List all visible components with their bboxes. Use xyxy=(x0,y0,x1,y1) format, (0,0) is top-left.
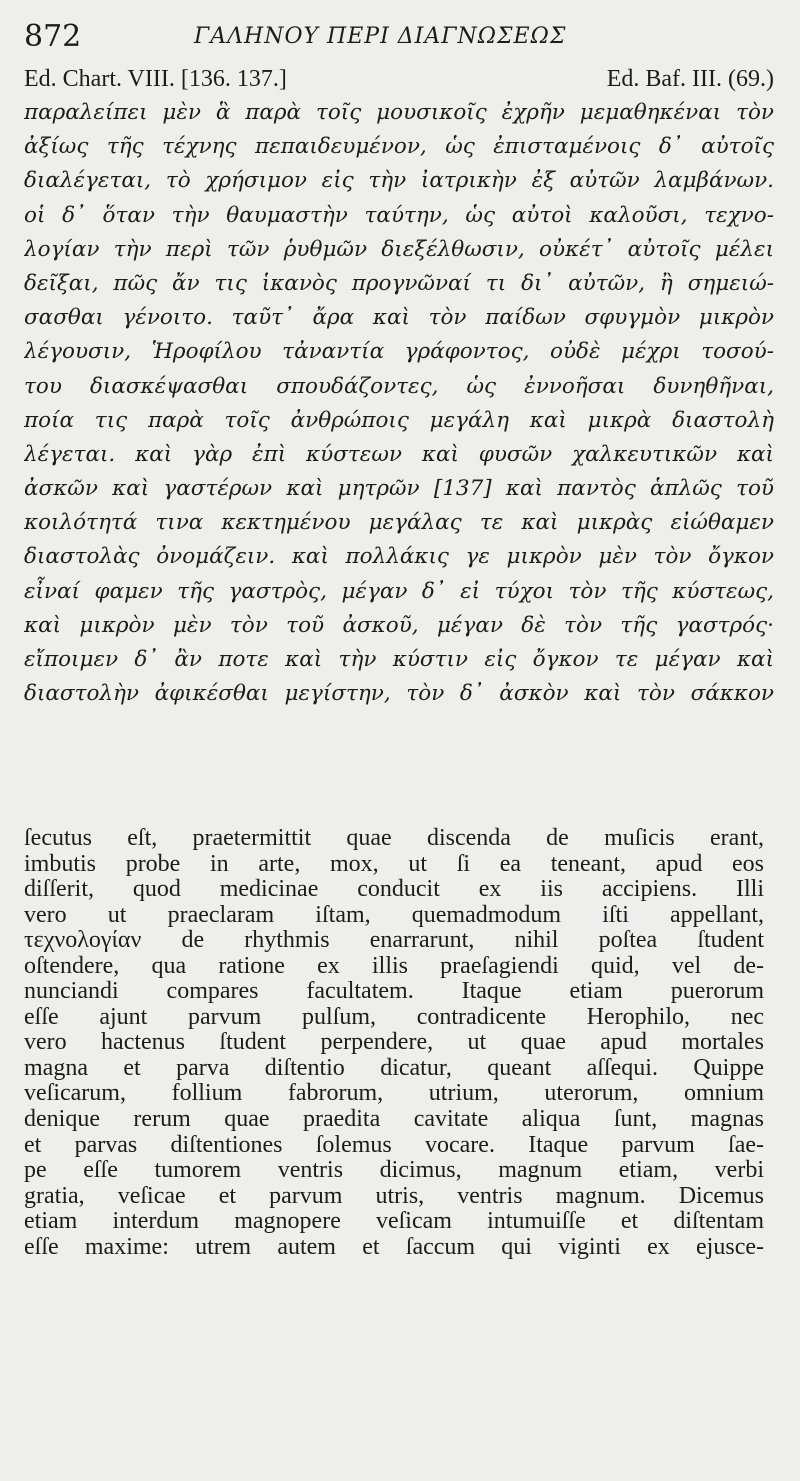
greek-line: του διασκέψασθαι σπουδάζοντες, ὡς ἐννοῆσαι δυνηθῆναι, xyxy=(24,373,774,399)
latin-line: vero hactenus ſtudent perpendere, ut quae apud mortales xyxy=(24,1030,764,1056)
latin-line: pe eſſe tumorem ventris dicimus, magnum etiam, verbi xyxy=(24,1158,764,1184)
greek-line: λέγουσιν, Ἡροφίλου τἀναντία γράφοντος, οὐδὲ μέχρι τοσού- xyxy=(24,339,774,365)
latin-line: oſtendere, qua ratione ex illis praeſagiendi quid, vel de- xyxy=(24,953,764,979)
latin-text-block xyxy=(24,826,764,1260)
greek-line: ποία τις παρὰ τοῖς ἀνθρώποις μεγάλη καὶ μικρὰ διαστολὴ xyxy=(24,407,774,433)
latin-line: diſſerit, quod medicinae conducit ex iis accipiens. Illi xyxy=(24,877,764,903)
greek-line: εἶναί φαμεν τῆς γαστρὸς, μέγαν δ᾽ εἰ τύχοι τὸν τῆς κύστεως, xyxy=(24,578,774,604)
latin-line: gratia, veſicae et parvum utris, ventris magnum. Dicemus xyxy=(24,1183,764,1209)
greek-line: καὶ μικρὸν μὲν τὸν τοῦ ἀσκοῦ, μέγαν δὲ τὸν τῆς γαστρός· xyxy=(24,612,774,638)
greek-line: οἱ δ᾽ ὅταν τὴν θαυμαστὴν ταύτην, ὡς αὐτοὶ καλοῦσι, τεχνο- xyxy=(24,202,774,228)
page-number: 872 xyxy=(24,19,82,54)
latin-line: eſſe maxime: utrem autem et ſaccum qui viginti ex ejusce- xyxy=(24,1234,764,1260)
latin-line: vero ut praeclaram iſtam, quemadmodum iſti appellant, xyxy=(24,902,764,928)
latin-line: eſſe ajunt parvum pulſum, contradicente Herophilo, nec xyxy=(24,1004,764,1030)
greek-line: παραλείπει μὲν ἃ παρὰ τοῖς μουσικοῖς ἐχρῆν μεμαθηκέναι τὸν xyxy=(24,100,774,125)
latin-line: τεχνολογίαν de rhythmis enarrarunt, nihil poſtea ſtudent xyxy=(24,928,764,954)
greek-line: ἀσκῶν καὶ γαστέρων καὶ μητρῶν [137] καὶ παντὸς ἁπλῶς τοῦ xyxy=(24,476,774,502)
edition-basel-reference: Ed. Baf. III. (69.) xyxy=(606,66,774,92)
greek-line: κοιλότητά τινα κεκτημένου μεγάλας τε καὶ μικρὰς εἰώθαμεν xyxy=(24,510,774,536)
page-header xyxy=(24,18,774,56)
latin-line: imbutis probe in arte, mox, ut ſi ea teneant, apud eos xyxy=(24,851,764,877)
greek-line: δεῖξαι, πῶς ἄν τις ἱκανὸς προγνῶναί τι δι᾽ αὐτῶν, ἢ σημειώ- xyxy=(24,270,774,296)
latin-line: et parvas diſtentiones ſolemus vocare. Itaque parvum ſae- xyxy=(24,1132,764,1158)
greek-line: διαστολὰς ὀνομάζειν. καὶ πολλάκις γε μικρὸν μὲν τὸν ὄγκον xyxy=(24,544,774,570)
greek-line: εἴποιμεν δ᾽ ἂν ποτε καὶ τὴν κύστιν εἰς ὄγκον τε μέγαν καὶ xyxy=(24,647,774,672)
greek-line: διαλέγεται, τὸ χρήσιμον εἰς τὴν ἰατρικὴν ἐξ αὐτῶν λαμβάνων. xyxy=(24,168,774,194)
greek-line: λέγεται. καὶ γὰρ ἐπὶ κύστεων καὶ φυσῶν χαλκευτικῶν καὶ xyxy=(24,441,774,467)
running-title: ΓΑΛΗΝΟΥ ΠΕΡΙ ΔΙΑΓΝΩΣΕΩΣ xyxy=(194,24,567,49)
latin-line: nunciandi compares facultatem. Itaque etiam puerorum xyxy=(24,979,764,1005)
greek-line: λογίαν τὴν περὶ τῶν ῥυθμῶν διεξέλθωσιν, οὐκέτ᾽ αὐτοῖς μέλει xyxy=(24,236,774,262)
latin-line: veſicarum, follium fabrorum, utrium, uterorum, omnium xyxy=(24,1081,764,1107)
latin-line: denique rerum quae praedita cavitate aliqua ſunt, magnas xyxy=(24,1107,764,1133)
latin-line: ſecutus eſt, praetermittit quae discenda de muſicis erant, xyxy=(24,826,764,851)
latin-line: magna et parva diſtentio dicatur, queant aſſequi. Quippe xyxy=(24,1055,764,1081)
latin-line: etiam interdum magnopere veſicam intumuiſſe et diſtentam xyxy=(24,1209,764,1235)
edition-chartier-reference: Ed. Chart. VIII. [136. 137.] xyxy=(24,66,287,92)
greek-line: σασθαι γένοιτο. ταῦτ᾽ ἄρα καὶ τὸν παίδων σφυγμὸν μικρὸν xyxy=(24,305,774,331)
greek-line: ἀξίως τῆς τέχνης πεπαιδευμένον, ὡς ἐπισταμένοις δ᾽ αὐτοῖς xyxy=(24,134,774,160)
greek-text-block xyxy=(24,96,774,711)
greek-line: διαστολὴν ἀφικέσθαι μεγίστην, τὸν δ᾽ ἀσκὸν καὶ τὸν σάκκον xyxy=(24,681,774,707)
edition-reference-line xyxy=(24,62,774,96)
